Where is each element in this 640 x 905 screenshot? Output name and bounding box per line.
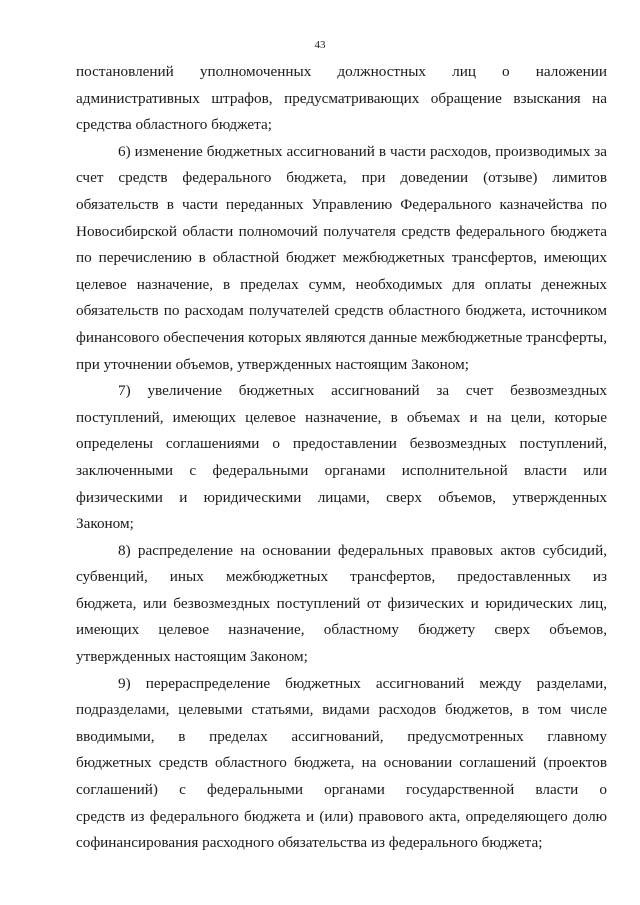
text-line: обязательств в части переданных Управлению Федерального казначейства по — [76, 195, 607, 213]
text-line: соглашений) с федеральными органами государственной власти о — [76, 781, 607, 799]
text-line: обязательств по расходам получателей средств областного бюджета, источником — [76, 302, 607, 320]
paragraph-first-line: 7) увеличение бюджетных ассигнований за счет безвозмездных — [118, 382, 607, 400]
text-line: при уточнении объемов, утвержденных настоящим Законом; — [76, 355, 469, 373]
text-line: определены соглашениями о предоставлении безвозмездных поступлений, — [76, 435, 607, 453]
text-line: утвержденных настоящим Законом; — [76, 648, 308, 666]
text-line: целевое назначение, в пределах сумм, необходимых для оплаты денежных — [76, 275, 607, 293]
text-line: вводимыми, в пределах ассигнований, предусмотренных главному — [76, 727, 607, 745]
text-line: софинансирования расходного обязательства из федерального бюджета; — [76, 834, 543, 852]
paragraph-first-line: 6) изменение бюджетных ассигнований в части расходов, производимых за — [118, 142, 607, 160]
paragraph-first-line: 8) распределение на основании федеральных правовых актов субсидий, — [118, 541, 607, 559]
text-line: субвенций, иных межбюджетных трансфертов, предоставленных из — [76, 568, 607, 586]
text-line: подразделами, целевыми статьями, видами расходов бюджетов, в том числе — [76, 701, 607, 719]
text-line: имеющих целевое назначение, областному бюджету сверх объемов, — [76, 621, 607, 639]
text-line: бюджетных средств областного бюджета, на основании соглашений (проектов — [76, 754, 607, 772]
text-line: счет средств федерального бюджета, при доведении (отзыве) лимитов — [76, 169, 607, 187]
text-line: административных штрафов, предусматривающих обращение взыскания на — [76, 89, 607, 107]
body-text — [76, 59, 607, 857]
text-line: постановлений уполномоченных должностных лиц о наложении — [76, 63, 607, 80]
text-line: средства областного бюджета; — [76, 116, 272, 134]
text-line: Новосибирской области полномочий получателя средств федерального бюджета — [76, 222, 607, 240]
text-line: средств из федерального бюджета и (или) правового акта, определяющего долю — [76, 807, 607, 825]
text-line: заключенными с федеральными органами исполнительной власти или — [76, 461, 607, 479]
page-number: 43 — [314, 39, 326, 51]
text-line: по перечислению в областной бюджет межбюджетных трансфертов, имеющих — [76, 249, 607, 267]
text-line: Законом; — [76, 515, 134, 533]
text-line: физическими и юридическими лицами, сверх объемов, утвержденных — [76, 488, 607, 506]
text-line: финансового обеспечения которых являются данные межбюджетные трансферты, — [76, 328, 607, 346]
text-line: бюджета, или безвозмездных поступлений от физических и юридических лиц, — [76, 594, 607, 612]
text-line: поступлений, имеющих целевое назначение, в объемах и на цели, которые — [76, 408, 607, 426]
paragraph-first-line: 9) перераспределение бюджетных ассигнований между разделами, — [118, 674, 607, 692]
